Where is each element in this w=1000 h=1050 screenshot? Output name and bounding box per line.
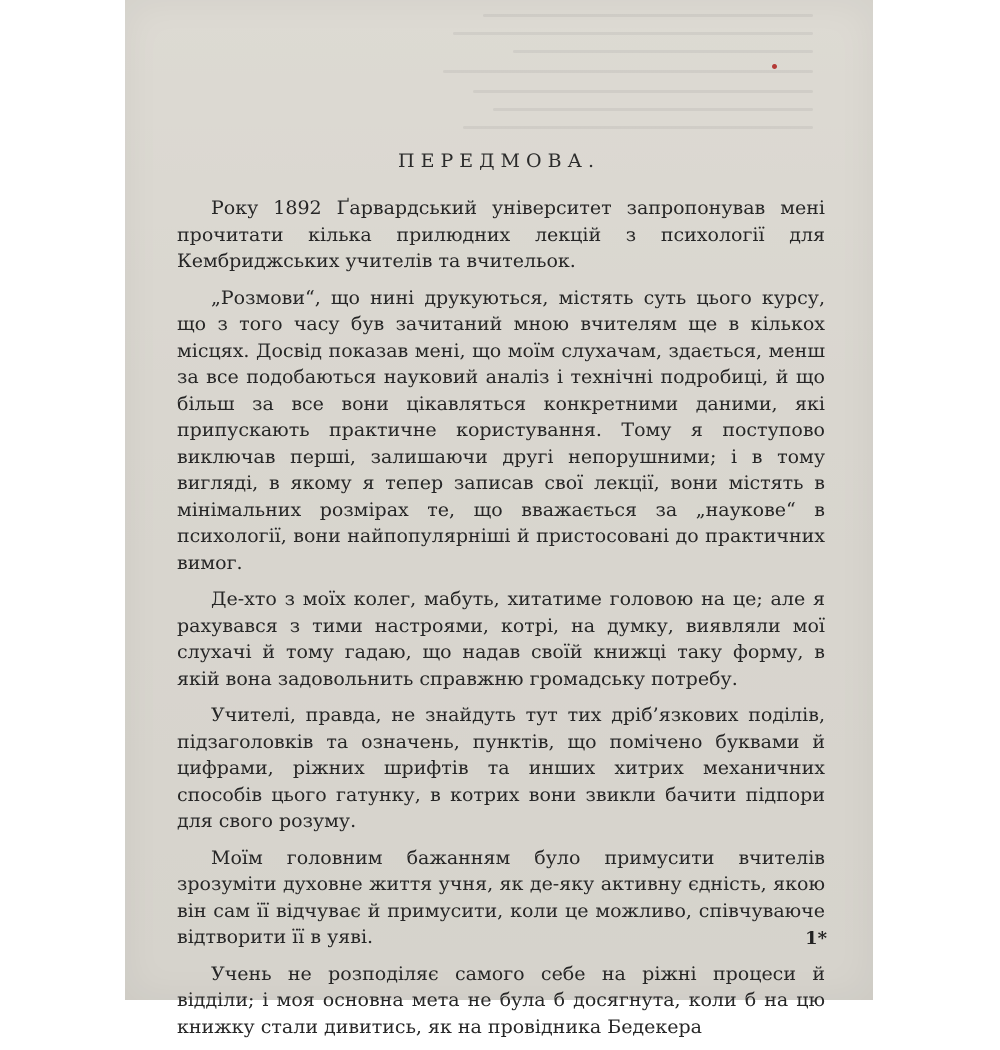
ink-speck [772, 64, 777, 69]
show-through-text [125, 0, 873, 170]
page-body [177, 195, 825, 1050]
paragraph: Де-хто з моїх колег, мабуть, хитатиме головою на це; але я рахувався з тими настроями, котрі, на думку, виявляли мої слухачі й тому гадаю, що надав своїй книжці таку форму, в якій вона задовольнить справжню громадську потребу. [177, 588, 825, 690]
paragraph: Моїм головним бажанням було примусити вчителів зрозуміти духовне життя учня, як де-яку активну єдність, якою він сам її відчуває й примусити, коли це можливо, співчуваюче відтворити її в уяві. [177, 846, 825, 948]
paragraph: Року 1892 Ґарвардський університет запропонував мені прочитати кілька прилюдних лекцій з психології для Кембриджських учителів та вчительок. [177, 197, 825, 272]
page-title: ПЕРЕДМОВА. [398, 150, 600, 172]
paragraph: Учителі, правда, не знайдуть тут тих дріб’язкових поділів, підзаголовків та означень, пунктів, що помічено буквами й цифрами, ріжних шрифтів та инших хитрих механичних способів цього гатунку, в котрих вони звикли бачити підпори для свого розуму. [177, 704, 825, 832]
book-page [125, 0, 873, 1038]
page-number: 1* [805, 928, 827, 949]
paragraph: Учень не розподіляє самого себе на ріжні процеси й відділи; і моя основна мета не була б досягнута, коли б на цю книжку стали дивитись, як на провідника Бедекера [177, 962, 825, 1038]
paragraph: „Розмови“, що нині друкуються, містять суть цього курсу, що з того часу був зачитаний мною вчителям ще в кількох місцях. Досвід показав мені, що моїм слухачам, здається, менш за все подобаються науковий аналіз і технічні подробиці, й що більш за все вони цікавляться конкретними даними, які припускають практичне користування. Тому я поступово виключав перші, залишаючи другі непорушними; і в тому вигляді, в якому я тепер записав свої лекції, вони містять в мінімальних розмірах те, що вважається за „наукове“ в психології, вони найпопулярніші й пристосовані до практичних вимог. [177, 286, 825, 574]
